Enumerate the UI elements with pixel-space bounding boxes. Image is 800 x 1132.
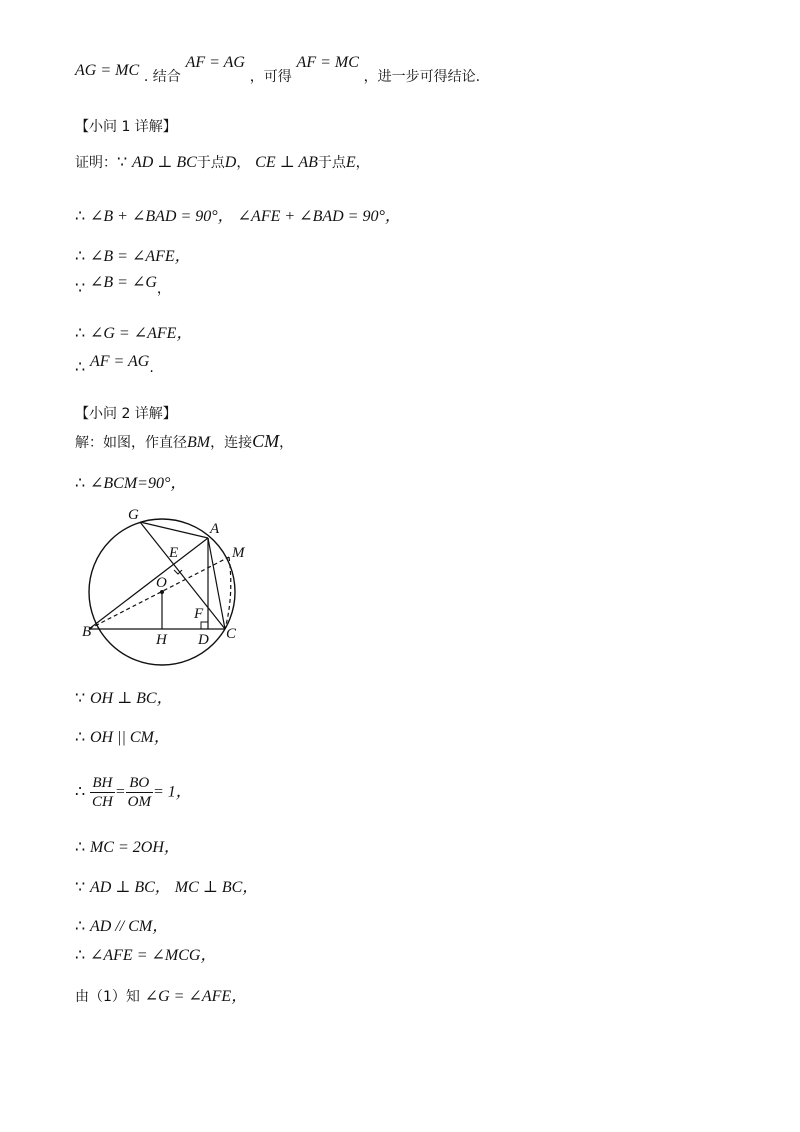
- label-o: O: [156, 575, 167, 591]
- label-f: F: [194, 606, 204, 622]
- because-symbol: ∵: [75, 278, 86, 297]
- fraction-denominator: CH: [91, 794, 113, 810]
- because-symbol: ∵: [75, 688, 86, 707]
- therefore-symbol: ∴: [75, 206, 86, 225]
- intro-line: [75, 54, 481, 85]
- part2-step8: [75, 942, 216, 965]
- label-h: H: [156, 632, 167, 648]
- step3-text: ∠B = ∠G: [89, 274, 157, 291]
- part2-step7: [75, 913, 168, 936]
- part1-step5: [75, 351, 154, 376]
- part1-step1: [75, 203, 401, 226]
- step9-prefix: 由（1）知: [75, 989, 140, 1005]
- label-g: G: [128, 507, 139, 523]
- step1-text: ∠BCM=90°，: [89, 475, 187, 492]
- part2-step3: [75, 724, 170, 747]
- step4-text: ∠G = ∠AFE，: [89, 325, 193, 342]
- segment-cm: CM: [252, 431, 280, 451]
- point-e: E: [345, 154, 356, 171]
- therefore-symbol: ∴: [75, 837, 86, 856]
- intro-end: ，: [279, 435, 294, 451]
- therefore-symbol: ∴: [75, 246, 86, 265]
- step5-end: .: [149, 360, 154, 376]
- intro-text-a: 解：如图，作直径: [75, 435, 187, 451]
- eq-af-mc: AF = MC: [296, 54, 359, 71]
- segment-ba: [89, 538, 208, 629]
- equals-sign: =: [114, 783, 126, 801]
- fraction-bo-om: [126, 774, 153, 811]
- geometry-figure: [78, 505, 258, 675]
- part1-header: 【小问 1 详解】: [75, 119, 177, 135]
- step4-end: = 1，: [152, 783, 192, 801]
- step5-text: AF = AG: [89, 353, 150, 370]
- therefore-symbol: ∴: [75, 916, 86, 935]
- text-conclude: ，进一步可得结论.: [363, 69, 481, 85]
- segment-gc: [140, 522, 225, 629]
- right-angle-d: [201, 622, 208, 629]
- eq-af-ag: AF = AG: [185, 54, 245, 71]
- diameter-bm: BM: [187, 434, 211, 451]
- therefore-symbol: ∴: [75, 781, 86, 801]
- step6-text: AD ⊥ BC， MC ⊥ BC，: [89, 879, 259, 896]
- part2-step4: [75, 774, 192, 811]
- part2-step1: [75, 470, 186, 493]
- fraction-numerator: BH: [90, 774, 115, 793]
- label-d: D: [198, 632, 209, 648]
- step3-end: ，: [156, 281, 171, 297]
- label-e: E: [169, 545, 179, 561]
- proof-prefix: 证明：: [75, 155, 117, 171]
- proof-cond2: CE ⊥ AB: [255, 154, 318, 171]
- fraction-bh-ch: [90, 774, 115, 811]
- point-d: D: [224, 154, 237, 171]
- because-symbol: ∵: [117, 152, 128, 171]
- label-a: A: [210, 521, 220, 537]
- step7-text: AD // CM，: [89, 918, 169, 935]
- therefore-symbol: ∴: [75, 323, 86, 342]
- proof-end: ，: [355, 155, 370, 171]
- proof-text2: 于点: [317, 155, 346, 171]
- step3-text: OH || CM，: [89, 729, 170, 746]
- therefore-symbol: ∴: [75, 473, 86, 492]
- proof-comma: ，: [236, 155, 251, 171]
- text-get: ，可得: [249, 69, 292, 85]
- part1-step4: [75, 320, 192, 343]
- part1-step3: [75, 272, 171, 297]
- fraction-numerator: BO: [126, 774, 153, 793]
- proof-cond1: AD ⊥ BC: [131, 154, 197, 171]
- text-combine: . 结合: [143, 69, 181, 85]
- part2-step2: [75, 685, 173, 708]
- therefore-symbol: ∴: [75, 945, 86, 964]
- eq-ag-mc: AG = MC: [75, 62, 140, 79]
- intro-text-b: ，连接: [210, 435, 253, 451]
- proof-text1: 于点: [196, 155, 225, 171]
- step8-text: ∠AFE = ∠MCG，: [89, 947, 217, 964]
- therefore-symbol: ∴: [75, 357, 86, 376]
- part2-header: 【小问 2 详解】: [75, 406, 177, 422]
- therefore-symbol: ∴: [75, 727, 86, 746]
- part2-step5: [75, 834, 180, 857]
- label-c: C: [226, 626, 237, 642]
- label-b: B: [82, 624, 92, 640]
- label-m: M: [232, 545, 245, 561]
- step2-text: ∠B = ∠AFE，: [89, 248, 191, 265]
- part2-intro: [75, 431, 293, 452]
- step9-text: ∠G = ∠AFE，: [144, 988, 248, 1005]
- fraction-denominator: OM: [127, 794, 151, 810]
- step2-text: OH ⊥ BC，: [89, 690, 173, 707]
- step1-text: ∠B + ∠BAD = 90°， ∠AFE + ∠BAD = 90°，: [89, 208, 401, 225]
- part1-step2: [75, 243, 191, 266]
- part1-proof-line: [75, 152, 370, 172]
- part2-step9: [75, 983, 247, 1006]
- because-symbol: ∵: [75, 877, 86, 896]
- step5-text: MC = 2OH，: [89, 839, 180, 856]
- part2-step6: [75, 874, 258, 897]
